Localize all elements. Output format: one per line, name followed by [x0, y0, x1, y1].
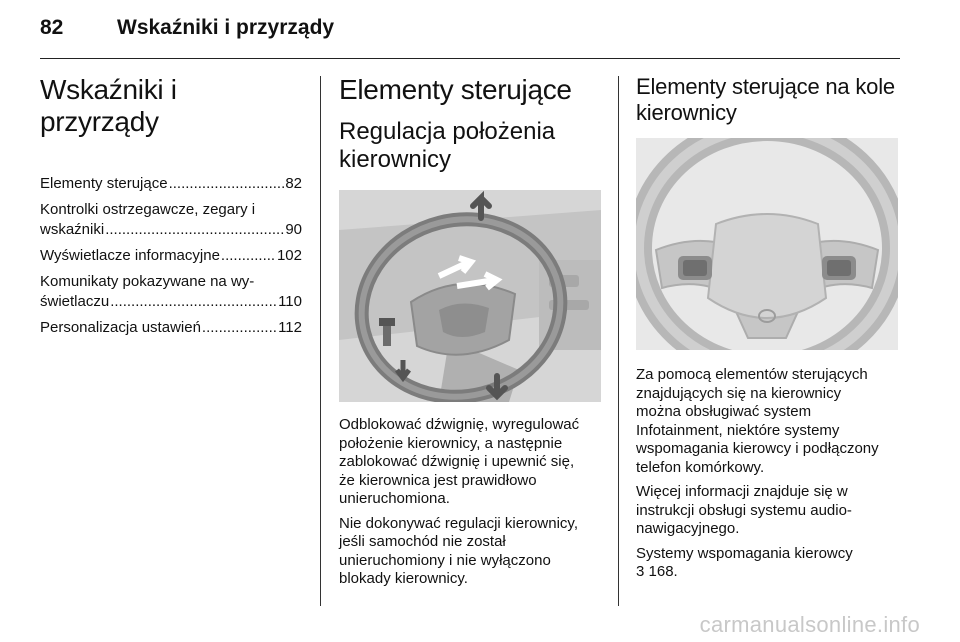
body-line: Więcej informacji znajduje się w — [636, 483, 848, 500]
body-line: instrukcji obsługi systemu audio- — [636, 501, 852, 519]
middle-column — [339, 74, 601, 595]
toc-leader-dots — [202, 318, 277, 338]
body-line: unieruchomiona. — [339, 490, 450, 507]
right-body — [636, 366, 900, 582]
body-line: położenie kierownicy, a następnie — [339, 434, 563, 452]
steering-adjustment-figure — [339, 190, 601, 402]
toc-entry — [40, 174, 302, 194]
header-section-title: Wskaźniki i przyrządy — [117, 16, 335, 39]
toc-entry-title: Personalizacja ustawień — [40, 319, 201, 336]
body-paragraph — [636, 366, 900, 477]
body-paragraph — [636, 483, 900, 539]
toc-leader-dots — [105, 220, 284, 240]
section-title-controls — [636, 74, 900, 126]
toc-entry-title: Wyświetlacze informacyjne — [40, 247, 220, 264]
toc-page-number: 112 — [278, 319, 302, 336]
body-line: unieruchomiony i nie wyłączono — [339, 551, 551, 569]
toc-page-number: 82 — [285, 175, 302, 192]
body-line: 3 168. — [636, 563, 678, 580]
body-line: Odblokować dźwignię, wyregulować — [339, 416, 580, 433]
table-of-contents — [40, 174, 302, 338]
steering-wheel-controls-figure — [636, 138, 898, 350]
body-line: znajdujących się na kierownicy — [636, 384, 842, 402]
body-line: nawigacyjnego. — [636, 520, 740, 537]
body-line: Nie dokonywać regulacji kierownicy, — [339, 514, 578, 532]
body-line: zablokować dźwignię i upewnić się, — [339, 453, 575, 470]
toc-entry-line — [40, 318, 302, 338]
toc-entry-text: Kontrolki ostrzegawcze, zegary i — [40, 201, 256, 218]
toc-page-number: 90 — [285, 221, 302, 238]
column-divider-2 — [618, 76, 619, 606]
toc-leader-dots — [110, 292, 277, 312]
subsection-title-line: Regulacja położenia — [339, 118, 556, 145]
body-line: telefon komórkowy. — [636, 458, 765, 476]
body-line: jeśli samochód nie został — [339, 533, 506, 550]
body-line: Za pomocą elementów sterujących — [636, 366, 868, 383]
toc-entry-line — [40, 220, 302, 240]
body-line: Infotainment, niektóre systemy — [636, 421, 840, 439]
watermark: carmanualsonline.info — [699, 612, 920, 637]
right-column — [636, 74, 900, 588]
body-line: że kierownica jest prawidłowo — [339, 471, 537, 489]
toc-page-number: 102 — [276, 247, 302, 264]
toc-entry — [40, 200, 302, 240]
subsection-title — [339, 118, 601, 174]
toc-entry-line — [40, 174, 302, 194]
toc-entry-line — [40, 246, 302, 266]
section-title-line: Elementy sterujące na kole — [636, 74, 895, 99]
toc-entry-line — [40, 292, 302, 312]
toc-leader-dots — [221, 246, 276, 266]
toc-entry-text: Komunikaty pokazywane na wy- — [40, 273, 255, 290]
body-line: blokady kierownicy. — [339, 570, 468, 587]
middle-body — [339, 416, 601, 589]
header-rule — [40, 58, 900, 59]
page-number: 82 — [40, 16, 64, 39]
body-line: można obsługiwać system — [636, 403, 812, 420]
toc-entry — [40, 272, 302, 312]
chapter-title: Wskaźniki i przyrządy — [40, 74, 177, 137]
body-line: wspomagania kierowcy i podłączony — [636, 440, 879, 457]
body-paragraph — [339, 515, 601, 589]
body-paragraph — [636, 545, 900, 582]
toc-entry — [40, 246, 302, 266]
toc-entry — [40, 318, 302, 338]
left-column — [40, 74, 302, 344]
subsection-title-line: kierownicy — [339, 146, 452, 173]
toc-entry-title: wskaźniki — [40, 221, 105, 238]
column-divider-1 — [320, 76, 321, 606]
body-line: Systemy wspomagania kierowcy — [636, 544, 853, 562]
section-title-line: kierownicy — [636, 100, 737, 125]
toc-leader-dots — [169, 174, 285, 194]
section-title: Elementy sterujące — [339, 74, 572, 105]
body-paragraph — [339, 416, 601, 509]
toc-entry-title: Elementy sterujące — [40, 175, 168, 192]
toc-page-number: 110 — [278, 293, 302, 310]
toc-entry-title: świetlaczu — [40, 293, 110, 310]
